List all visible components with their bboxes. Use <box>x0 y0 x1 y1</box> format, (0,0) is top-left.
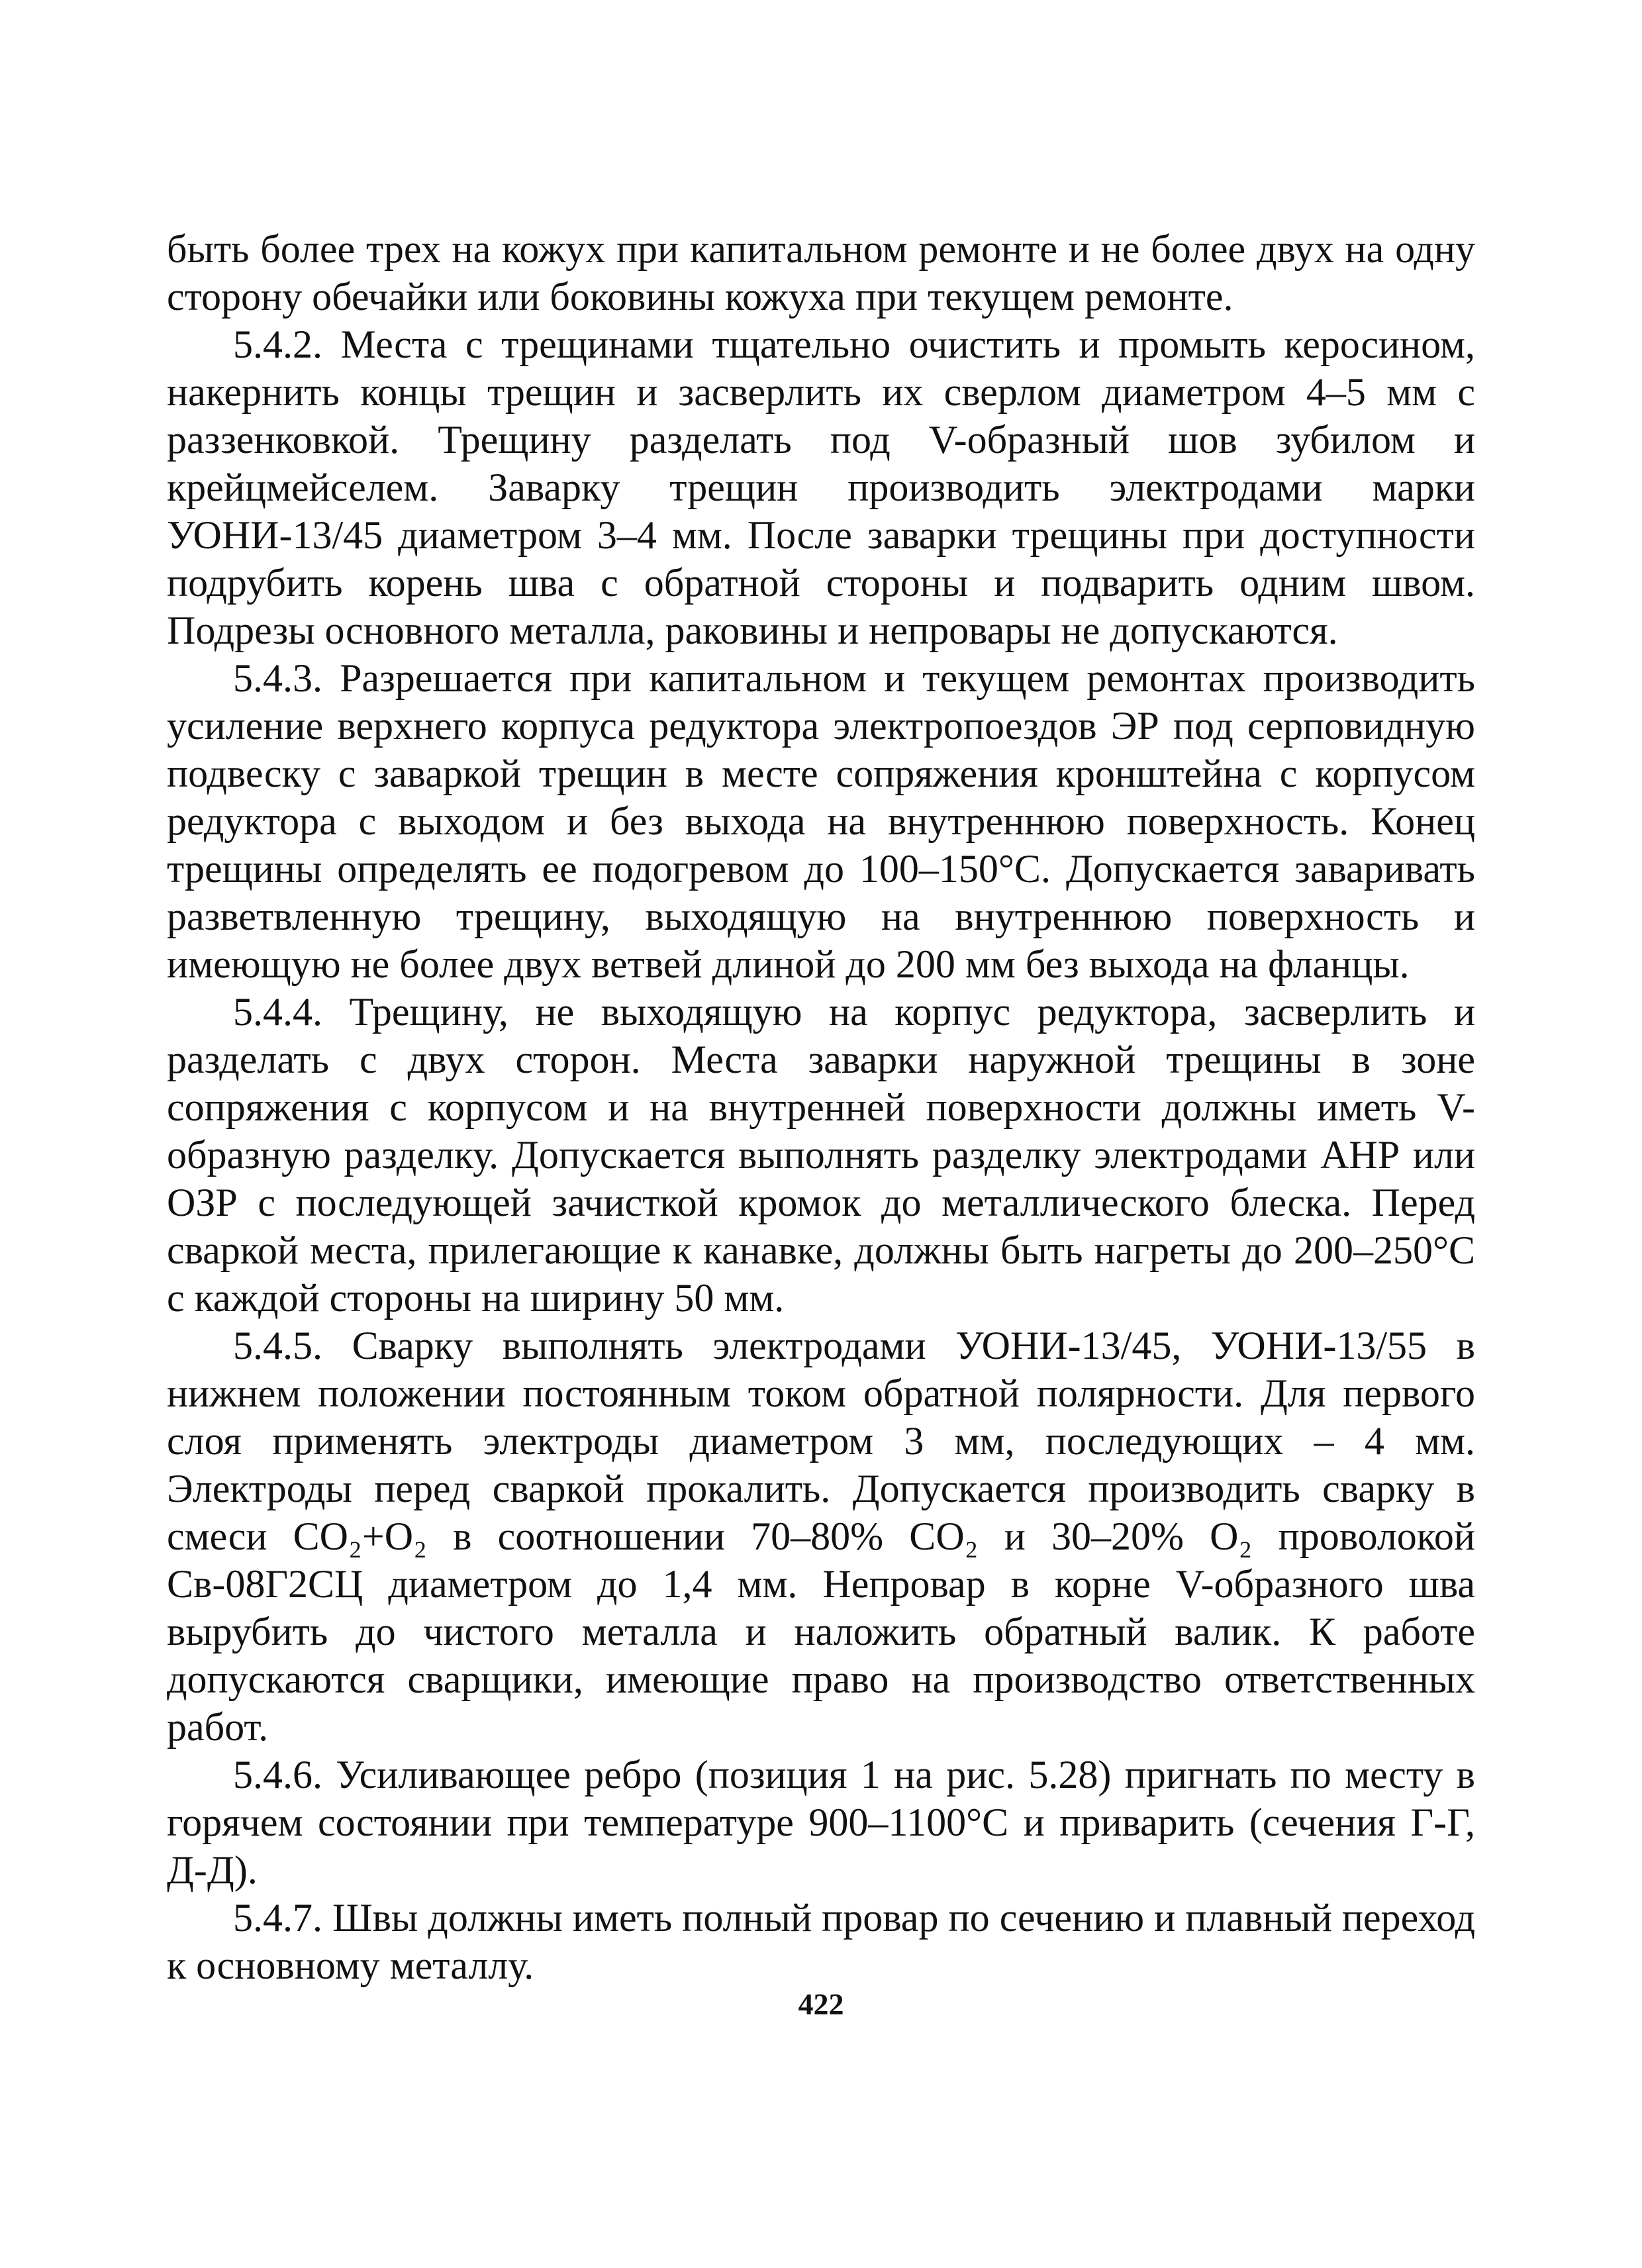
page-number: 422 <box>798 1987 844 2021</box>
paragraph-5-4-2: 5.4.2. Места с трещинами тщательно очистить и промыть керосином, накернить концы трещин и засверлить их сверлом диаметром 4–5 мм с раззенковкой. Трещину разделать под V-образный шов зубилом и крейцмейселем. Заварку трещин производить электродами марки УОНИ-13/45 диаметром 3–4 мм. После заварки трещины при доступности подрубить корень шва с обратной стороны и подварить одним швом. Подрезы основного металла, раковины и непровары не допускаются. <box>167 322 1475 652</box>
body-text <box>167 225 1475 1989</box>
paragraph-5-4-6: 5.4.6. Усиливающее ребро (позиция 1 на рис. 5.28) пригнать по месту в горячем состоянии при температуре 900–1100°С и приварить (сечения Г-Г, Д-Д). <box>167 1753 1475 1892</box>
paragraph-continuation: быть более трех на кожух при капитальном ремонте и не более двух на одну сторону обечайки или боковины кожуха при текущем ремонте. <box>167 227 1475 319</box>
paragraph-5-4-7: 5.4.7. Швы должны иметь полный провар по сечению и плавный переход к основному металлу. <box>167 1896 1475 1987</box>
paragraph-5-4-3: 5.4.3. Разрешается при капитальном и текущем ремонтах производить усиление верхнего корпуса редуктора электропоездов ЭР под серповидную подвеску с заваркой трещин в месте сопряжения кронштейна с корпусом редуктора с выходом и без выхода на внутреннюю поверхность. Конец трещины определять ее подогревом до 100–150°С. Допускается заваривать разветвленную трещину, выходящую на внутреннюю поверхность и имеющую не более двух ветвей длиной до 200 мм без выхода на фланцы. <box>167 656 1475 986</box>
paragraph-5-4-5: 5.4.5. Сварку выполнять электродами УОНИ-13/45, УОНИ-13/55 в нижнем положении постоянным током обратной полярности. Для первого слоя применять электроды диаметром 3 мм, последующих – 4 мм. Электроды перед сваркой прокалить. Допускается производить сварку в смеси CO₂+O₂ в соотношении 70–80% CO₂ и 30–20% O₂ проволокой Св-08Г2СЦ диаметром до 1,4 мм. Непровар в корне V-образного шва вырубить до чистого металла и наложить обратный валик. К работе допускаются сварщики, имеющие право на производство ответственных работ. <box>167 1324 1475 1749</box>
paragraph-5-4-4: 5.4.4. Трещину, не выходящую на корпус редуктора, засверлить и разделать с двух сторон. Места заварки наружной трещины в зоне сопряжения с корпусом и на внутренней поверхности должны иметь V-образную разделку. Допускается выполнять разделку электродами АНР или ОЗР с последующей зачисткой кромок до металлического блеска. Перед сваркой места, прилегающие к канавке, должны быть нагреты до 200–250°С с каждой стороны на ширину 50 мм. <box>167 990 1475 1320</box>
